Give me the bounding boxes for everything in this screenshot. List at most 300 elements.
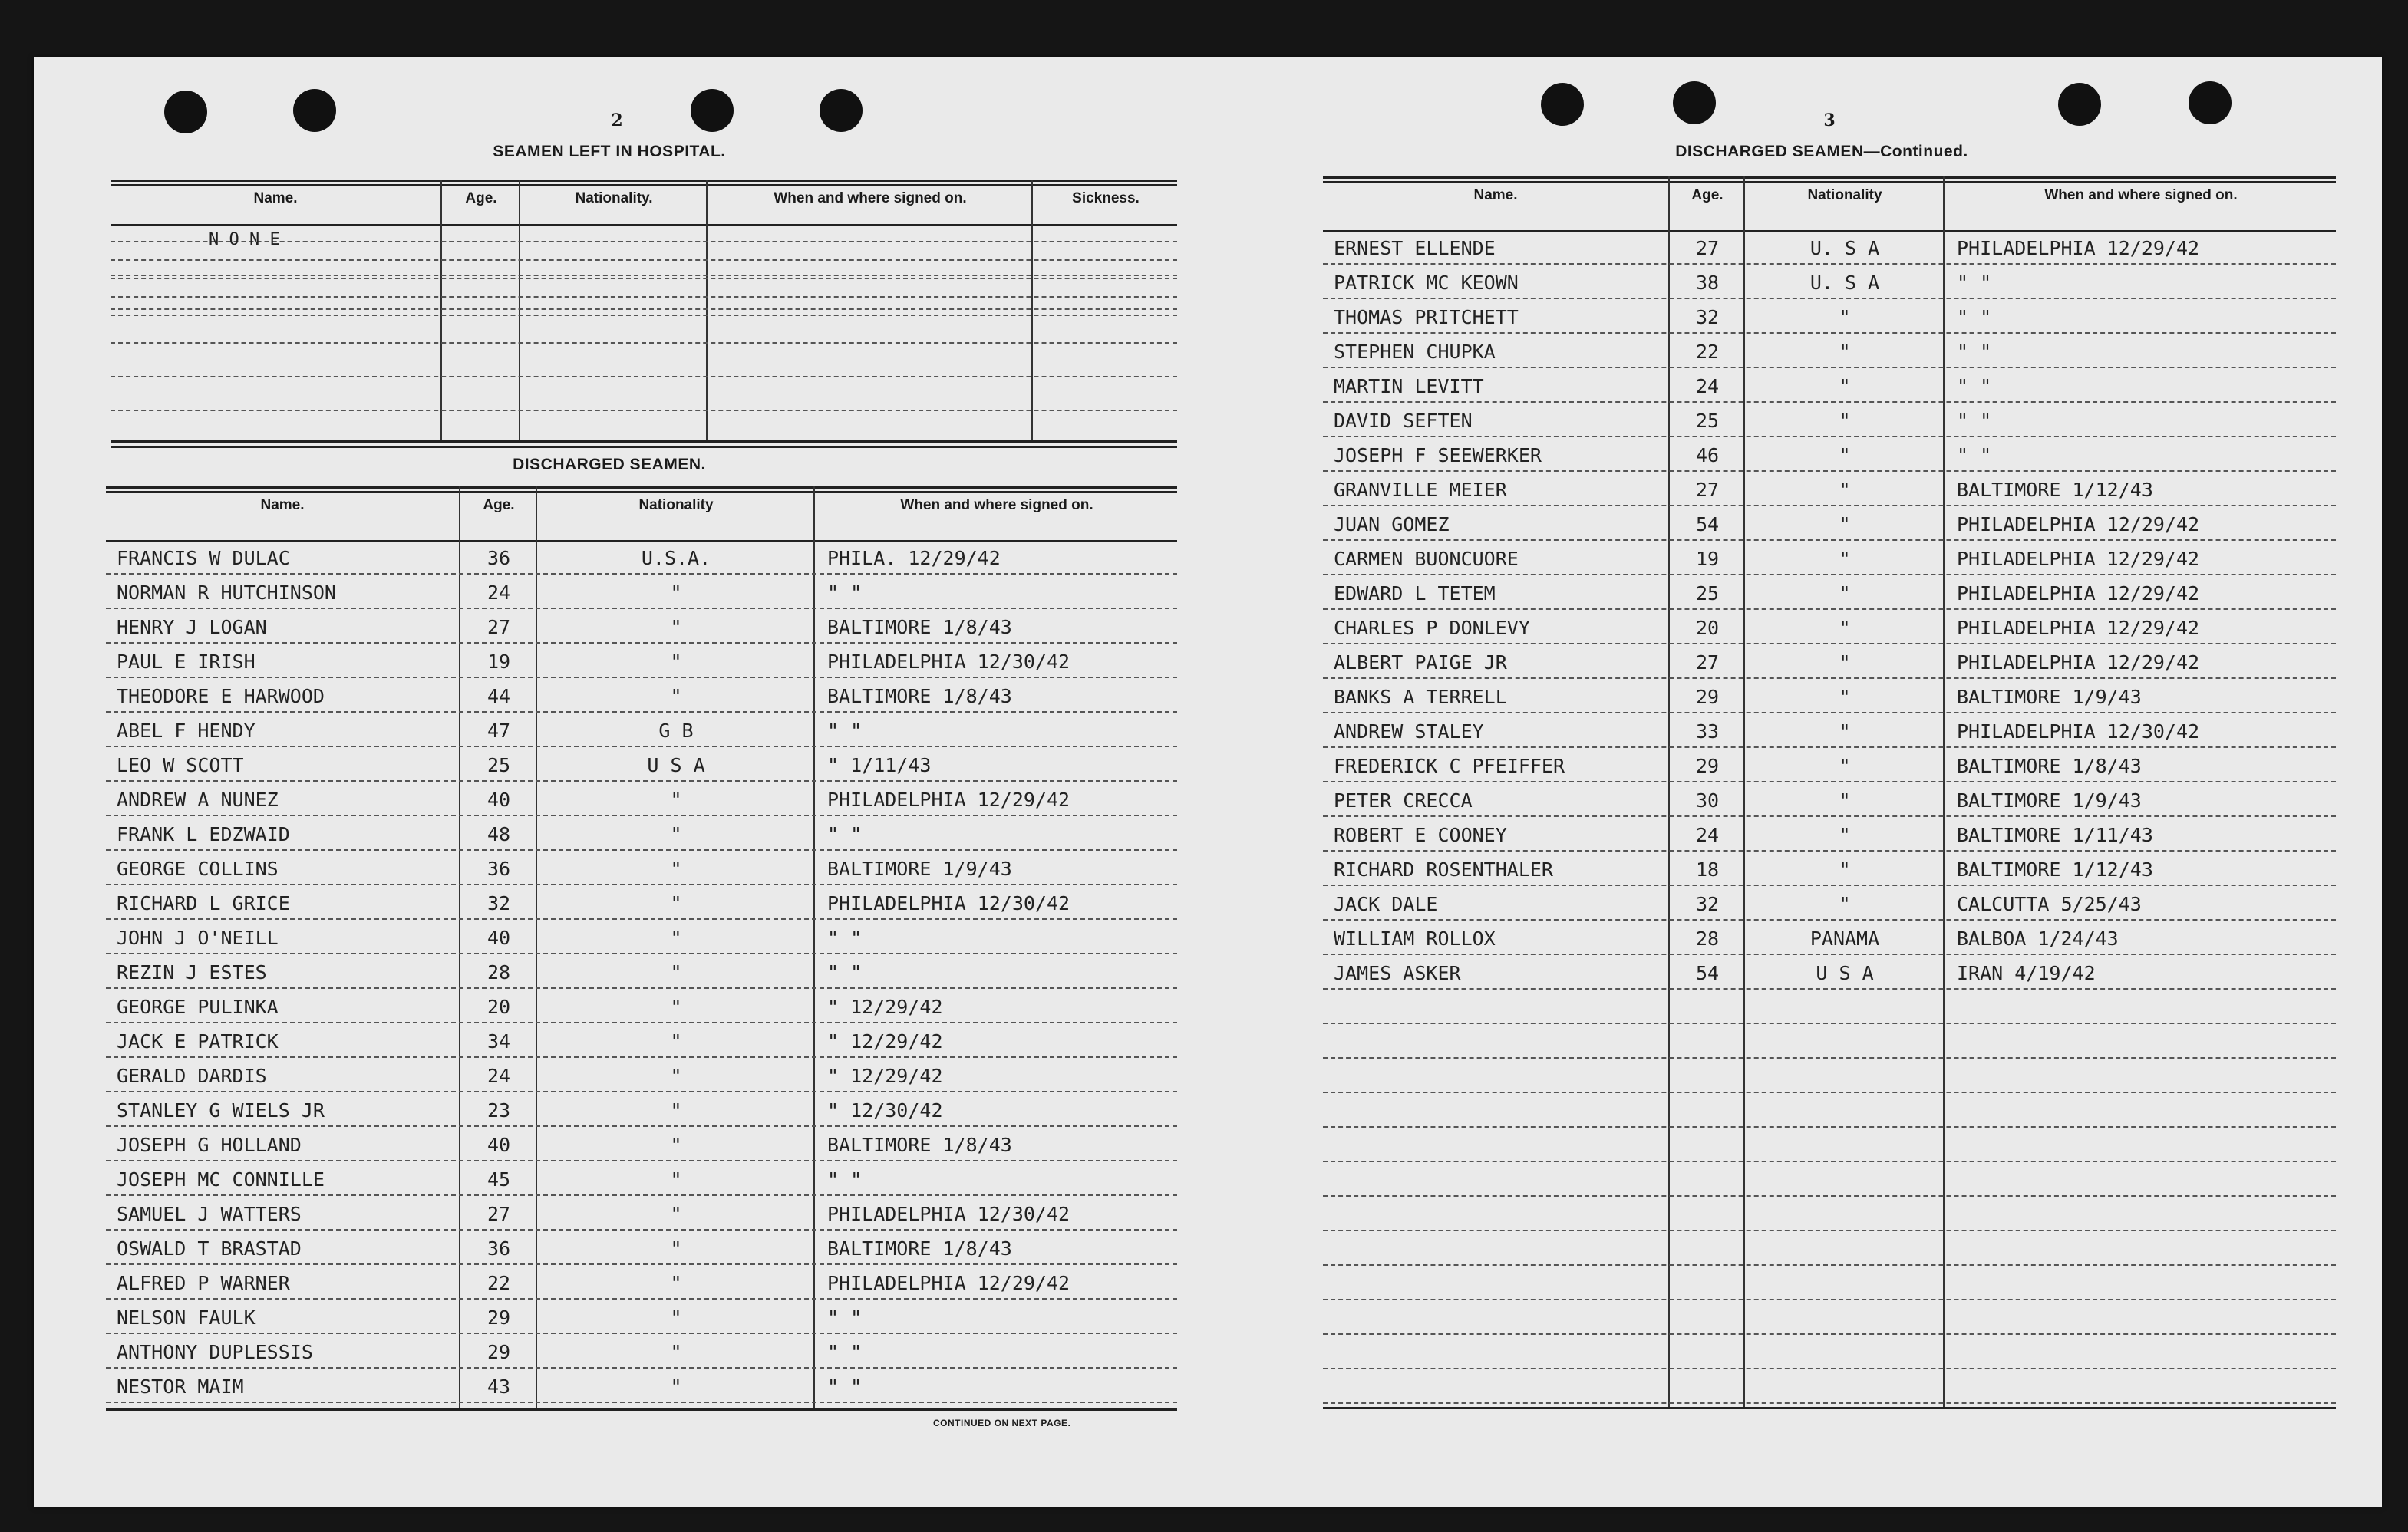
signed-on: PHILADELPHIA 12/30/42 bbox=[827, 651, 1070, 673]
seaman-name: ANDREW A NUNEZ bbox=[117, 789, 279, 811]
signed-on: BALTIMORE 1/8/43 bbox=[827, 1134, 1012, 1156]
signed-on: " " bbox=[1957, 341, 1992, 363]
ruled-line bbox=[1323, 643, 2336, 644]
nationality-header: Nationality bbox=[1807, 187, 1882, 203]
header-rule bbox=[106, 540, 1177, 542]
seaman-nationality: " bbox=[670, 1065, 682, 1087]
seaman-nationality: " bbox=[670, 1306, 682, 1329]
ruled-line bbox=[106, 953, 1177, 954]
seaman-age: 20 bbox=[1695, 617, 1720, 639]
seaman-nationality: U S A bbox=[1816, 962, 1874, 984]
seaman-name: JOSEPH MC CONNILLE bbox=[117, 1168, 325, 1191]
seaman-nationality: U. S A bbox=[1809, 272, 1880, 294]
seaman-age: 28 bbox=[1695, 927, 1720, 950]
ruled-line bbox=[1323, 885, 2336, 886]
ruled-line bbox=[106, 1333, 1177, 1334]
seaman-age: 27 bbox=[1695, 479, 1720, 501]
seaman-name: JOSEPH F SEEWERKER bbox=[1334, 444, 1542, 466]
table-top-rule bbox=[111, 184, 1177, 186]
ruled-line bbox=[1323, 298, 2336, 299]
ruled-line bbox=[106, 815, 1177, 816]
page-number: 3 bbox=[1823, 110, 1836, 130]
ruled-line bbox=[106, 1056, 1177, 1058]
seaman-nationality: " bbox=[1839, 444, 1851, 466]
table-bottom-rule bbox=[111, 446, 1177, 448]
signed-on: " " bbox=[1957, 444, 1992, 466]
ruled-line bbox=[106, 1229, 1177, 1231]
ruled-line bbox=[1323, 815, 2336, 817]
signed-on: PHILADELPHIA 12/30/42 bbox=[1957, 720, 2200, 743]
signed-on: BALTIMORE 1/9/43 bbox=[1957, 789, 2142, 812]
table-bottom-rule bbox=[1323, 1407, 2336, 1409]
seaman-age: 22 bbox=[1695, 341, 1720, 363]
signed-on: BALTIMORE 1/8/43 bbox=[1957, 755, 2142, 777]
ruled-line bbox=[111, 275, 1177, 276]
seaman-age: 19 bbox=[1695, 548, 1720, 570]
signed-on-header: When and where signed on. bbox=[774, 190, 967, 206]
ruled-line bbox=[1323, 1126, 2336, 1128]
signed-on: PHILADELPHIA 12/29/42 bbox=[1957, 513, 2200, 535]
ruled-line bbox=[1323, 712, 2336, 713]
seaman-nationality: " bbox=[1839, 651, 1851, 674]
signed-on-header: When and where signed on. bbox=[2044, 187, 2238, 203]
seaman-name: FREDERICK C PFEIFFER bbox=[1334, 755, 1565, 777]
signed-on: IRAN 4/19/42 bbox=[1957, 962, 2096, 984]
ruled-line bbox=[1323, 1092, 2336, 1093]
seaman-nationality: " bbox=[1839, 824, 1851, 846]
ruled-line bbox=[1323, 850, 2336, 852]
seaman-age: 54 bbox=[1695, 962, 1720, 984]
seaman-age: 36 bbox=[487, 1237, 511, 1260]
seaman-nationality: " bbox=[1839, 893, 1851, 915]
ruled-line bbox=[106, 677, 1177, 678]
seaman-nationality: G B bbox=[658, 720, 694, 742]
signed-on: PHILADELPHIA 12/29/42 bbox=[1957, 237, 2200, 259]
header-rule bbox=[111, 224, 1177, 226]
signed-on: " " bbox=[827, 1306, 863, 1329]
discharged-section-title: DISCHARGED SEAMEN. bbox=[513, 456, 706, 473]
table-bottom-rule bbox=[106, 1408, 1177, 1411]
seaman-nationality: " bbox=[1839, 548, 1851, 570]
seaman-name: THOMAS PRITCHETT bbox=[1334, 306, 1519, 328]
seaman-name: PETER CRECCA bbox=[1334, 789, 1473, 812]
seaman-name: NELSON FAULK bbox=[117, 1306, 256, 1329]
signed-on: BALTIMORE 1/9/43 bbox=[827, 858, 1012, 880]
ruled-line bbox=[1323, 574, 2336, 575]
seaman-age: 27 bbox=[1695, 237, 1720, 259]
seaman-nationality: " bbox=[1839, 617, 1851, 639]
seaman-age: 45 bbox=[487, 1168, 511, 1191]
seaman-nationality: " bbox=[1839, 582, 1851, 605]
column-divider bbox=[459, 486, 460, 1408]
seaman-nationality: " bbox=[670, 1099, 682, 1122]
ruled-line bbox=[111, 342, 1177, 344]
signed-on-header: When and where signed on. bbox=[900, 497, 1093, 513]
seaman-age: 48 bbox=[487, 823, 511, 845]
ruled-line bbox=[1323, 781, 2336, 782]
seaman-name: REZIN J ESTES bbox=[117, 961, 267, 983]
seaman-name: MARTIN LEVITT bbox=[1334, 375, 1484, 397]
signed-on: PHILADELPHIA 12/29/42 bbox=[1957, 548, 2200, 570]
signed-on: " " bbox=[827, 1341, 863, 1363]
seaman-age: 29 bbox=[1695, 686, 1720, 708]
none-entry: N O N E bbox=[209, 230, 280, 249]
ruled-line bbox=[106, 849, 1177, 851]
name-header: Name. bbox=[1473, 187, 1518, 203]
seaman-nationality: " bbox=[1839, 789, 1851, 812]
nationality-header: Nationality bbox=[638, 497, 714, 513]
seaman-age: 40 bbox=[487, 789, 511, 811]
seaman-name: RICHARD L GRICE bbox=[117, 892, 290, 914]
seaman-name: ERNEST ELLENDE bbox=[1334, 237, 1496, 259]
seaman-name: ALFRED P WARNER bbox=[117, 1272, 290, 1294]
seaman-age: 25 bbox=[1695, 582, 1720, 605]
seaman-age: 38 bbox=[1695, 272, 1720, 294]
signed-on: " 1/11/43 bbox=[827, 754, 932, 776]
ruled-line bbox=[1323, 1402, 2336, 1404]
table-top-rule bbox=[1323, 181, 2336, 183]
nationality-header: Nationality. bbox=[575, 190, 653, 206]
signed-on: BALTIMORE 1/8/43 bbox=[827, 685, 1012, 707]
seaman-name: EDWARD L TETEM bbox=[1334, 582, 1496, 605]
seaman-age: 24 bbox=[1695, 375, 1720, 397]
signed-on: PHILADELPHIA 12/29/42 bbox=[827, 789, 1070, 811]
seaman-nationality: " bbox=[1839, 341, 1851, 363]
ruled-line bbox=[106, 1125, 1177, 1127]
seaman-age: 24 bbox=[487, 1065, 511, 1087]
name-header: Name. bbox=[260, 497, 305, 513]
seaman-nationality: " bbox=[1839, 306, 1851, 328]
left-page bbox=[34, 57, 1185, 1507]
seaman-age: 28 bbox=[487, 961, 511, 983]
seaman-name: CARMEN BUONCUORE bbox=[1334, 548, 1519, 570]
seaman-nationality: " bbox=[670, 1030, 682, 1053]
seaman-nationality: U S A bbox=[647, 754, 705, 776]
ruled-line bbox=[1323, 1230, 2336, 1231]
column-divider bbox=[1743, 176, 1745, 1407]
seaman-age: 44 bbox=[487, 685, 511, 707]
seaman-name: JOSEPH G HOLLAND bbox=[117, 1134, 302, 1156]
seaman-name: NESTOR MAIM bbox=[117, 1376, 244, 1398]
seaman-nationality: PANAMA bbox=[1809, 927, 1880, 950]
ledger-sheet bbox=[34, 57, 2382, 1507]
signed-on: " " bbox=[827, 823, 863, 845]
page-number: 2 bbox=[611, 110, 623, 130]
seaman-name: OSWALD T BRASTAD bbox=[117, 1237, 302, 1260]
seaman-nationality: " bbox=[1839, 720, 1851, 743]
age-header: Age. bbox=[1691, 187, 1724, 203]
ruled-line bbox=[111, 315, 1177, 316]
seaman-name: JACK E PATRICK bbox=[117, 1030, 279, 1053]
ruled-line bbox=[111, 376, 1177, 377]
ruled-line bbox=[1323, 1264, 2336, 1266]
signed-on: " 12/30/42 bbox=[827, 1099, 943, 1122]
seaman-name: ANTHONY DUPLESSIS bbox=[117, 1341, 313, 1363]
signed-on: " " bbox=[827, 927, 863, 949]
seaman-nationality: " bbox=[670, 1237, 682, 1260]
seaman-name: GRANVILLE MEIER bbox=[1334, 479, 1507, 501]
signed-on: BALTIMORE 1/11/43 bbox=[1957, 824, 2153, 846]
column-divider bbox=[519, 180, 520, 440]
seaman-age: 24 bbox=[1695, 824, 1720, 846]
seaman-age: 27 bbox=[1695, 651, 1720, 674]
ruled-line bbox=[106, 1367, 1177, 1369]
seaman-name: STEPHEN CHUPKA bbox=[1334, 341, 1496, 363]
seaman-nationality: " bbox=[670, 582, 682, 604]
ruled-line bbox=[106, 573, 1177, 575]
seaman-age: 43 bbox=[487, 1376, 511, 1398]
ruled-line bbox=[1323, 1299, 2336, 1300]
ruled-line bbox=[106, 1160, 1177, 1161]
seaman-nationality: " bbox=[670, 823, 682, 845]
seaman-nationality: " bbox=[1839, 686, 1851, 708]
seaman-nationality: " bbox=[670, 789, 682, 811]
seaman-age: 27 bbox=[487, 616, 511, 638]
seaman-age: 24 bbox=[487, 582, 511, 604]
seaman-age: 40 bbox=[487, 927, 511, 949]
seaman-nationality: U. S A bbox=[1809, 237, 1880, 259]
signed-on: " " bbox=[827, 961, 863, 983]
ruled-line bbox=[106, 1298, 1177, 1300]
ruled-line bbox=[1323, 677, 2336, 679]
seaman-nationality: " bbox=[670, 1168, 682, 1191]
seaman-name: PATRICK MC KEOWN bbox=[1334, 272, 1519, 294]
header-rule bbox=[1323, 230, 2336, 232]
continued-section-title: DISCHARGED SEAMEN—Continued. bbox=[1675, 143, 1968, 160]
seaman-nationality: " bbox=[670, 1134, 682, 1156]
ruled-line bbox=[1323, 608, 2336, 610]
seaman-nationality: " bbox=[1839, 755, 1851, 777]
signed-on: " " bbox=[1957, 272, 1992, 294]
seaman-age: 32 bbox=[1695, 306, 1720, 328]
signed-on: PHILADELPHIA 12/30/42 bbox=[827, 1203, 1070, 1225]
ruled-line bbox=[106, 918, 1177, 920]
seaman-name: FRANK L EDZWAID bbox=[117, 823, 290, 845]
seaman-nationality: " bbox=[1839, 410, 1851, 432]
column-divider bbox=[706, 180, 708, 440]
seaman-age: 20 bbox=[487, 996, 511, 1018]
seaman-age: 30 bbox=[1695, 789, 1720, 812]
seaman-nationality: " bbox=[670, 616, 682, 638]
signed-on: BALTIMORE 1/12/43 bbox=[1957, 858, 2153, 881]
ruled-line bbox=[106, 642, 1177, 644]
seaman-nationality: " bbox=[670, 892, 682, 914]
seaman-nationality: " bbox=[670, 927, 682, 949]
signed-on: PHILADELPHIA 12/29/42 bbox=[1957, 582, 2200, 605]
seaman-age: 18 bbox=[1695, 858, 1720, 881]
seaman-age: 32 bbox=[1695, 893, 1720, 915]
seaman-name: HENRY J LOGAN bbox=[117, 616, 267, 638]
seaman-nationality: " bbox=[670, 1376, 682, 1398]
ruled-line bbox=[106, 1091, 1177, 1092]
seaman-name: JACK DALE bbox=[1334, 893, 1438, 915]
ruled-line bbox=[111, 296, 1177, 298]
seaman-nationality: " bbox=[670, 858, 682, 880]
signed-on: " 12/29/42 bbox=[827, 1065, 943, 1087]
seaman-age: 25 bbox=[487, 754, 511, 776]
seaman-nationality: " bbox=[670, 1272, 682, 1294]
ruled-line bbox=[1323, 1161, 2336, 1162]
ruled-line bbox=[111, 278, 1177, 279]
ruled-line bbox=[1323, 954, 2336, 955]
signed-on: " " bbox=[827, 582, 863, 604]
seaman-age: 34 bbox=[487, 1030, 511, 1053]
table-top-rule bbox=[1323, 176, 2336, 179]
seaman-name: LEO W SCOTT bbox=[117, 754, 244, 776]
ruled-line bbox=[1323, 367, 2336, 368]
column-divider bbox=[536, 486, 537, 1408]
seaman-name: ABEL F HENDY bbox=[117, 720, 256, 742]
seaman-name: DAVID SEFTEN bbox=[1334, 410, 1473, 432]
ruled-line bbox=[1323, 539, 2336, 541]
seaman-age: 36 bbox=[487, 547, 511, 569]
seaman-age: 23 bbox=[487, 1099, 511, 1122]
seaman-age: 22 bbox=[487, 1272, 511, 1294]
seaman-nationality: " bbox=[670, 651, 682, 673]
seaman-age: 19 bbox=[487, 651, 511, 673]
age-header: Age. bbox=[465, 190, 497, 206]
table-top-rule bbox=[106, 491, 1177, 493]
ruled-line bbox=[106, 1263, 1177, 1265]
seaman-nationality: " bbox=[1839, 375, 1851, 397]
ruled-line bbox=[1323, 332, 2336, 334]
ruled-line bbox=[1323, 746, 2336, 748]
seaman-age: 29 bbox=[487, 1306, 511, 1329]
seaman-nationality: U.S.A. bbox=[641, 547, 711, 569]
ruled-line bbox=[106, 1194, 1177, 1196]
seaman-name: JOHN J O'NEILL bbox=[117, 927, 279, 949]
table-bottom-rule bbox=[111, 440, 1177, 443]
continued-note: CONTINUED ON NEXT PAGE. bbox=[933, 1418, 1071, 1428]
seaman-nationality: " bbox=[670, 1341, 682, 1363]
seaman-name: FRANCIS W DULAC bbox=[117, 547, 290, 569]
ruled-line bbox=[1323, 505, 2336, 506]
seaman-name: STANLEY G WIELS JR bbox=[117, 1099, 325, 1122]
seaman-name: GERALD DARDIS bbox=[117, 1065, 267, 1087]
signed-on: BALTIMORE 1/8/43 bbox=[827, 616, 1012, 638]
signed-on: PHILA. 12/29/42 bbox=[827, 547, 1001, 569]
ruled-line bbox=[1323, 263, 2336, 265]
seaman-nationality: " bbox=[670, 961, 682, 983]
seaman-age: 46 bbox=[1695, 444, 1720, 466]
signed-on: PHILADELPHIA 12/30/42 bbox=[827, 892, 1070, 914]
column-divider bbox=[1031, 180, 1033, 440]
signed-on: " " bbox=[827, 1376, 863, 1398]
ruled-line bbox=[111, 259, 1177, 261]
seaman-name: PAUL E IRISH bbox=[117, 651, 256, 673]
seaman-age: 54 bbox=[1695, 513, 1720, 535]
ruled-line bbox=[1323, 436, 2336, 437]
column-divider bbox=[1668, 176, 1670, 1407]
column-divider bbox=[813, 486, 815, 1408]
seaman-name: BANKS A TERRELL bbox=[1334, 686, 1507, 708]
seaman-name: CHARLES P DONLEVY bbox=[1334, 617, 1530, 639]
signed-on: BALBOA 1/24/43 bbox=[1957, 927, 2119, 950]
ruled-line bbox=[1323, 919, 2336, 921]
seaman-name: WILLIAM ROLLOX bbox=[1334, 927, 1496, 950]
column-divider bbox=[440, 180, 442, 440]
ruled-line bbox=[106, 746, 1177, 747]
column-divider bbox=[1943, 176, 1945, 1407]
signed-on: BALTIMORE 1/12/43 bbox=[1957, 479, 2153, 501]
signed-on: PHILADELPHIA 12/29/42 bbox=[1957, 617, 2200, 639]
seaman-name: SAMUEL J WATTERS bbox=[117, 1203, 302, 1225]
ruled-line bbox=[106, 884, 1177, 885]
seaman-name: ROBERT E COONEY bbox=[1334, 824, 1507, 846]
signed-on: PHILADELPHIA 12/29/42 bbox=[827, 1272, 1070, 1294]
ruled-line bbox=[1323, 1333, 2336, 1335]
ruled-line bbox=[111, 410, 1177, 411]
table-top-rule bbox=[111, 180, 1177, 182]
name-header: Name. bbox=[253, 190, 298, 206]
ruled-line bbox=[106, 780, 1177, 782]
seaman-name: ALBERT PAIGE JR bbox=[1334, 651, 1507, 674]
ruled-line bbox=[1323, 1023, 2336, 1024]
ruled-line bbox=[106, 1022, 1177, 1023]
signed-on: BALTIMORE 1/9/43 bbox=[1957, 686, 2142, 708]
ruled-line bbox=[1323, 1057, 2336, 1059]
table-top-rule bbox=[106, 486, 1177, 489]
ruled-line bbox=[1323, 988, 2336, 990]
right-page bbox=[1216, 57, 2382, 1507]
signed-on: BALTIMORE 1/8/43 bbox=[827, 1237, 1012, 1260]
seaman-nationality: " bbox=[1839, 858, 1851, 881]
signed-on: CALCUTTA 5/25/43 bbox=[1957, 893, 2142, 915]
seaman-nationality: " bbox=[670, 685, 682, 707]
ruled-line bbox=[111, 308, 1177, 310]
ruled-line bbox=[1323, 1195, 2336, 1197]
sickness-header: Sickness. bbox=[1072, 190, 1140, 206]
seaman-name: NORMAN R HUTCHINSON bbox=[117, 582, 336, 604]
ruled-line bbox=[1323, 1368, 2336, 1369]
ruled-line bbox=[106, 608, 1177, 609]
seaman-name: GEORGE PULINKA bbox=[117, 996, 279, 1018]
seaman-age: 33 bbox=[1695, 720, 1720, 743]
ruled-line bbox=[106, 711, 1177, 713]
signed-on: " 12/29/42 bbox=[827, 1030, 943, 1053]
seaman-age: 25 bbox=[1695, 410, 1720, 432]
seaman-nationality: " bbox=[1839, 513, 1851, 535]
age-header: Age. bbox=[483, 497, 515, 513]
signed-on: " " bbox=[827, 720, 863, 742]
seaman-name: ANDREW STALEY bbox=[1334, 720, 1484, 743]
signed-on: " " bbox=[1957, 375, 1992, 397]
seaman-name: JAMES ASKER bbox=[1334, 962, 1461, 984]
signed-on: " " bbox=[827, 1168, 863, 1191]
signed-on: " " bbox=[1957, 410, 1992, 432]
seaman-age: 47 bbox=[487, 720, 511, 742]
signed-on: " 12/29/42 bbox=[827, 996, 943, 1018]
ruled-line bbox=[1323, 401, 2336, 403]
hospital-section-title: SEAMEN LEFT IN HOSPITAL. bbox=[493, 143, 726, 160]
seaman-age: 27 bbox=[487, 1203, 511, 1225]
seaman-name: THEODORE E HARWOOD bbox=[117, 685, 325, 707]
signed-on: PHILADELPHIA 12/29/42 bbox=[1957, 651, 2200, 674]
seaman-age: 32 bbox=[487, 892, 511, 914]
seaman-age: 36 bbox=[487, 858, 511, 880]
seaman-age: 40 bbox=[487, 1134, 511, 1156]
seaman-name: RICHARD ROSENTHALER bbox=[1334, 858, 1553, 881]
seaman-age: 29 bbox=[487, 1341, 511, 1363]
ruled-line bbox=[1323, 470, 2336, 472]
seaman-age: 29 bbox=[1695, 755, 1720, 777]
signed-on: " " bbox=[1957, 306, 1992, 328]
seaman-name: JUAN GOMEZ bbox=[1334, 513, 1450, 535]
seaman-nationality: " bbox=[670, 1203, 682, 1225]
ruled-line bbox=[106, 987, 1177, 989]
seaman-nationality: " bbox=[670, 996, 682, 1018]
seaman-nationality: " bbox=[1839, 479, 1851, 501]
